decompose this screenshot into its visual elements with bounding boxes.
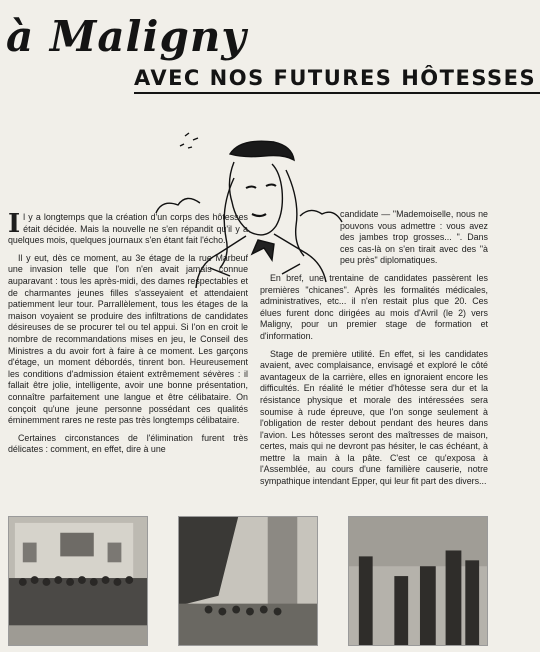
drop-cap: I xyxy=(8,209,21,239)
page-title-script: à Maligny xyxy=(6,12,247,61)
left-paragraph-1: l y a longtemps que la création d'un corps des hôtesses était décidée. Mais la nouvelle ne s'en répandit qu'il y a quelques mois, quelques journaux s'en étant fait l'écho. xyxy=(8,212,248,246)
right-paragraph-2: En bref, une trentaine de candidates passèrent les premières "chicanes". Après les formalités médicales, administratives, etc... il n'en restait plus que 20. Ces élues furent donc dirigées au mois d'Avril (le 2) vers Maligny, pour un premier stage de formation et d'information. xyxy=(260,272,488,341)
left-paragraph-3: Certaines circonstances de l'élimination furent très délicates : comment, en effet, dire à une xyxy=(8,432,248,455)
left-paragraph-2: Il y eut, dès ce moment, au 3e étage de la rue Marbeuf une invasion telle que l'on n'en avait jamais connue auparavant : tous les après-midi, des dames respectables et de charmantes jeunes filles s'asseyaient et attendaient patiemment leur tour. Parrallèlement, tous les étages de la maison voyaient se produire des infiltrations de candidates désireuses de se procurer tel ou tel appui. Si l'on en croit le nombre de recommandations mises en jeu, le Conseil des Ministres a du avoir fort à faire à ce moment. Les garçons d'étage, un moment débordés, tinrent bon. Heureusement les conditions d'admission étaient extrêmement sévères : il fallait être jolie, intelligente, avoir une bonne présentation, connaître parfaitement une langue et être célibataire. On conçoit qu'une jeune personne possédant ces qualités éminemment rares ne reste pas très longtemps célibataire. xyxy=(8,252,248,426)
article-column-right xyxy=(260,209,488,494)
article-column-left xyxy=(8,209,248,462)
right-paragraph-3: Stage de première utilité. En effet, si les candidates avaient, avec complaisance, envisagé et exploré le côté avantageux de la carrière, elles en ignoraient encore les difficultés. En réalité le métier d'hôtesse sera dur et la résistance physique et morale des intéressées sera soumise à rude épreuve, que l'on songe seulement à l'obligation de rester debout pendant des heures dans l'avion. Les hôtesses seront des maîtresses de maison, certes, mais qui ne devront pas hésiter, le cas échéant, à mettre la main à la pâte. C'est ce qu'exposa à l'Assemblée, au cours d'une familière causerie, notre sympathique intendant Epper, qui leur fit part des divers... xyxy=(260,348,488,487)
right-paragraph-1: candidate — "Mademoiselle, nous ne pouvons vous admettre : vous avez des jambes trop grosses... ". Dans ces cas-là on s'en tirait avec des "à peu près" diplomatiques. xyxy=(340,209,488,266)
photo-group-park xyxy=(178,516,318,646)
page-subtitle: AVEC NOS FUTURES HÔTESSES xyxy=(134,66,540,94)
photo-group-building xyxy=(8,516,148,646)
photo-group-standing xyxy=(348,516,488,646)
